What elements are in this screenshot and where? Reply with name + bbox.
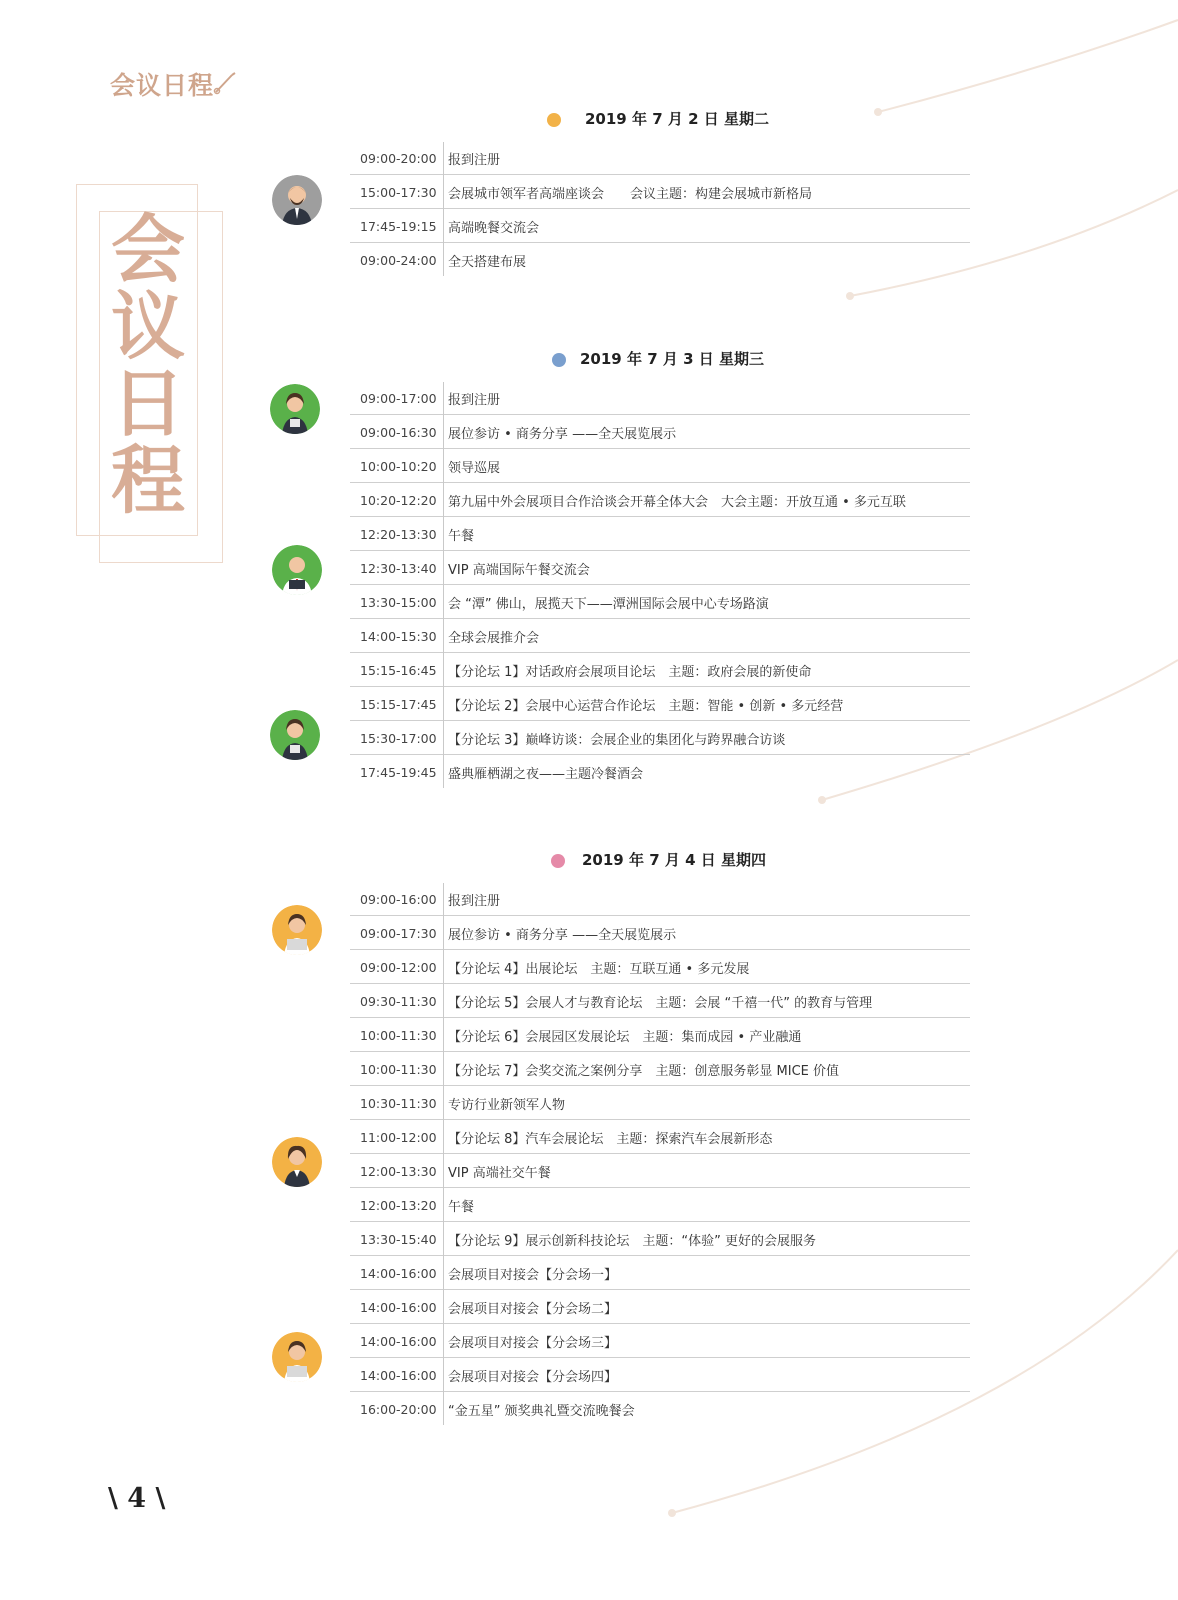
row-event: 全天搭建布展 bbox=[448, 254, 527, 270]
schedule-row bbox=[350, 142, 970, 175]
row-event: 会展项目对接会【分会场二】 bbox=[448, 1301, 618, 1317]
schedule-row bbox=[350, 210, 970, 243]
page-header-title: 会议日程 bbox=[110, 71, 215, 100]
schedule-row bbox=[350, 1257, 970, 1290]
day-dot-icon bbox=[552, 353, 566, 367]
vertical-title-char: 程 bbox=[111, 438, 185, 524]
row-time: 10:00-10:20 bbox=[360, 458, 437, 474]
schedule-row bbox=[350, 1223, 970, 1256]
schedule-row bbox=[350, 1189, 970, 1222]
avatar-businessman-icon bbox=[272, 175, 322, 225]
row-event: 会展项目对接会【分会场三】 bbox=[448, 1335, 618, 1351]
row-time: 09:00-12:00 bbox=[360, 959, 437, 975]
row-event: VIP 高端社交午餐 bbox=[448, 1165, 551, 1181]
schedule-row bbox=[350, 1291, 970, 1324]
row-time: 12:00-13:30 bbox=[360, 1163, 437, 1179]
row-time: 12:20-13:30 bbox=[360, 526, 437, 542]
schedule-table bbox=[350, 142, 970, 276]
day-header bbox=[350, 843, 970, 883]
schedule-table bbox=[350, 883, 970, 1425]
row-time: 09:00-17:00 bbox=[360, 390, 437, 406]
row-event: 【分论坛 9】展示创新科技论坛 主题：“体验” 更好的会展服务 bbox=[448, 1233, 817, 1249]
page-number: \ 4 \ bbox=[108, 1483, 166, 1514]
schedule-row bbox=[350, 1359, 970, 1392]
row-event: 会展项目对接会【分会场四】 bbox=[448, 1369, 618, 1385]
row-time: 15:30-17:00 bbox=[360, 730, 437, 746]
row-event: 展位参访 • 商务分享 ——全天展览展示 bbox=[448, 927, 677, 943]
schedule-row bbox=[350, 1155, 970, 1188]
row-event: 第九届中外会展项目合作洽谈会开幕全体大会 大会主题：开放互通 • 多元互联 bbox=[448, 494, 906, 510]
day-header bbox=[350, 342, 970, 382]
schedule-row bbox=[350, 552, 970, 585]
row-time: 17:45-19:45 bbox=[360, 764, 437, 780]
row-time: 14:00-15:30 bbox=[360, 628, 437, 644]
vertical-title-char: 议 bbox=[111, 284, 185, 370]
row-event: 【分论坛 7】会奖交流之案例分享 主题：创意服务彰显 MICE 价值 bbox=[448, 1063, 840, 1079]
row-event: 【分论坛 2】会展中心运营合作论坛 主题：智能 • 创新 • 多元经营 bbox=[448, 698, 844, 714]
row-event: 【分论坛 6】会展园区发展论坛 主题：集而成园 • 产业融通 bbox=[448, 1029, 802, 1045]
day-dot-icon bbox=[547, 113, 561, 127]
row-time: 17:45-19:15 bbox=[360, 218, 437, 234]
schedule-row bbox=[350, 654, 970, 687]
day-section-1 bbox=[350, 102, 970, 277]
day-section-2 bbox=[350, 342, 970, 789]
vertical-title bbox=[100, 207, 196, 524]
schedule-row bbox=[350, 756, 970, 788]
vertical-title-char: 会 bbox=[111, 207, 185, 293]
row-event: 【分论坛 5】会展人才与教育论坛 主题：会展 “千禧一代” 的教育与管理 bbox=[448, 995, 873, 1011]
schedule-row bbox=[350, 1325, 970, 1358]
row-time: 10:30-11:30 bbox=[360, 1095, 437, 1111]
row-time: 12:30-13:40 bbox=[360, 560, 437, 576]
row-time: 10:20-12:20 bbox=[360, 492, 437, 508]
row-event: 【分论坛 3】巅峰访谈：会展企业的集团化与跨界融合访谈 bbox=[448, 732, 786, 748]
vertical-title-char: 日 bbox=[111, 361, 185, 447]
schedule-table bbox=[350, 382, 970, 788]
schedule-row bbox=[350, 450, 970, 483]
day-dot-icon bbox=[551, 854, 565, 868]
row-event: 午餐 bbox=[448, 1199, 475, 1215]
row-time: 10:00-11:30 bbox=[360, 1027, 437, 1043]
row-event: 会展项目对接会【分会场一】 bbox=[448, 1267, 618, 1283]
day-date: 2019 年 7 月 4 日 星期四 bbox=[582, 851, 766, 869]
row-time: 13:30-15:40 bbox=[360, 1231, 437, 1247]
row-event: 报到注册 bbox=[448, 893, 501, 909]
avatar-woman-tablet-icon bbox=[270, 384, 320, 434]
schedule-row bbox=[350, 951, 970, 984]
schedule-row bbox=[350, 518, 970, 551]
row-time: 14:00-16:00 bbox=[360, 1299, 437, 1315]
row-time: 13:30-15:00 bbox=[360, 594, 437, 610]
schedule-row bbox=[350, 176, 970, 209]
schedule-row bbox=[350, 1393, 970, 1425]
row-event: 【分论坛 1】对话政府会展项目论坛 主题：政府会展的新使命 bbox=[448, 664, 812, 680]
avatar-woman-tablet-icon bbox=[270, 710, 320, 760]
row-event: 【分论坛 4】出展论坛 主题：互联互通 • 多元发展 bbox=[448, 961, 750, 977]
row-event: 领导巡展 bbox=[448, 460, 501, 476]
schedule-row bbox=[350, 586, 970, 619]
row-event: 午餐 bbox=[448, 528, 475, 544]
day-section-3 bbox=[350, 843, 970, 1426]
schedule-row bbox=[350, 416, 970, 449]
avatar-woman-laptop-icon bbox=[272, 1332, 322, 1382]
day-header bbox=[350, 102, 970, 142]
row-time: 09:00-16:30 bbox=[360, 424, 437, 440]
row-event: 专访行业新领军人物 bbox=[448, 1097, 566, 1113]
row-time: 14:00-16:00 bbox=[360, 1333, 437, 1349]
day-date: 2019 年 7 月 3 日 星期三 bbox=[580, 350, 764, 368]
schedule-row bbox=[350, 620, 970, 653]
pen-icon bbox=[212, 70, 238, 96]
row-event: VIP 高端国际午餐交流会 bbox=[448, 562, 590, 578]
schedule-row bbox=[350, 244, 970, 276]
row-event: 报到注册 bbox=[448, 152, 501, 168]
schedule-row bbox=[350, 1019, 970, 1052]
row-event: 展位参访 • 商务分享 ——全天展览展示 bbox=[448, 426, 677, 442]
row-time: 09:00-17:30 bbox=[360, 925, 437, 941]
row-time: 14:00-16:00 bbox=[360, 1265, 437, 1281]
row-time: 09:00-24:00 bbox=[360, 252, 437, 268]
row-time: 15:15-17:45 bbox=[360, 696, 437, 712]
row-time: 16:00-20:00 bbox=[360, 1401, 437, 1417]
schedule-row bbox=[350, 382, 970, 415]
avatar-man-laptop-icon bbox=[272, 545, 322, 595]
row-time: 09:00-16:00 bbox=[360, 891, 437, 907]
day-date: 2019 年 7 月 2 日 星期二 bbox=[585, 110, 769, 128]
row-event: 高端晚餐交流会 bbox=[448, 220, 540, 236]
schedule-row bbox=[350, 484, 970, 517]
row-event: 盛典雁栖湖之夜——主题冷餐酒会 bbox=[448, 766, 644, 782]
schedule-row bbox=[350, 1087, 970, 1120]
row-event: 会展城市领军者高端座谈会 会议主题：构建会展城市新格局 bbox=[448, 186, 813, 202]
row-time: 15:00-17:30 bbox=[360, 184, 437, 200]
row-time: 15:15-16:45 bbox=[360, 662, 437, 678]
schedule-row bbox=[350, 722, 970, 755]
row-time: 11:00-12:00 bbox=[360, 1129, 437, 1145]
schedule-row bbox=[350, 1121, 970, 1154]
schedule-row bbox=[350, 688, 970, 721]
schedule-row bbox=[350, 1053, 970, 1086]
row-event: 【分论坛 8】汽车会展论坛 主题：探索汽车会展新形态 bbox=[448, 1131, 773, 1147]
row-event: 全球会展推介会 bbox=[448, 630, 540, 646]
row-time: 09:30-11:30 bbox=[360, 993, 437, 1009]
row-event: “金五星” 颁奖典礼暨交流晚餐会 bbox=[448, 1403, 635, 1419]
row-event: 会 “潭” 佛山，展揽天下——潭洲国际会展中心专场路演 bbox=[448, 596, 769, 612]
row-time: 10:00-11:30 bbox=[360, 1061, 437, 1077]
row-time: 14:00-16:00 bbox=[360, 1367, 437, 1383]
row-time: 09:00-20:00 bbox=[360, 150, 437, 166]
schedule-row bbox=[350, 883, 970, 916]
avatar-woman-laptop-icon bbox=[272, 905, 322, 955]
row-time: 12:00-13:20 bbox=[360, 1197, 437, 1213]
schedule-row bbox=[350, 917, 970, 950]
avatar-woman-business-icon bbox=[272, 1137, 322, 1187]
row-event: 报到注册 bbox=[448, 392, 501, 408]
schedule-row bbox=[350, 985, 970, 1018]
